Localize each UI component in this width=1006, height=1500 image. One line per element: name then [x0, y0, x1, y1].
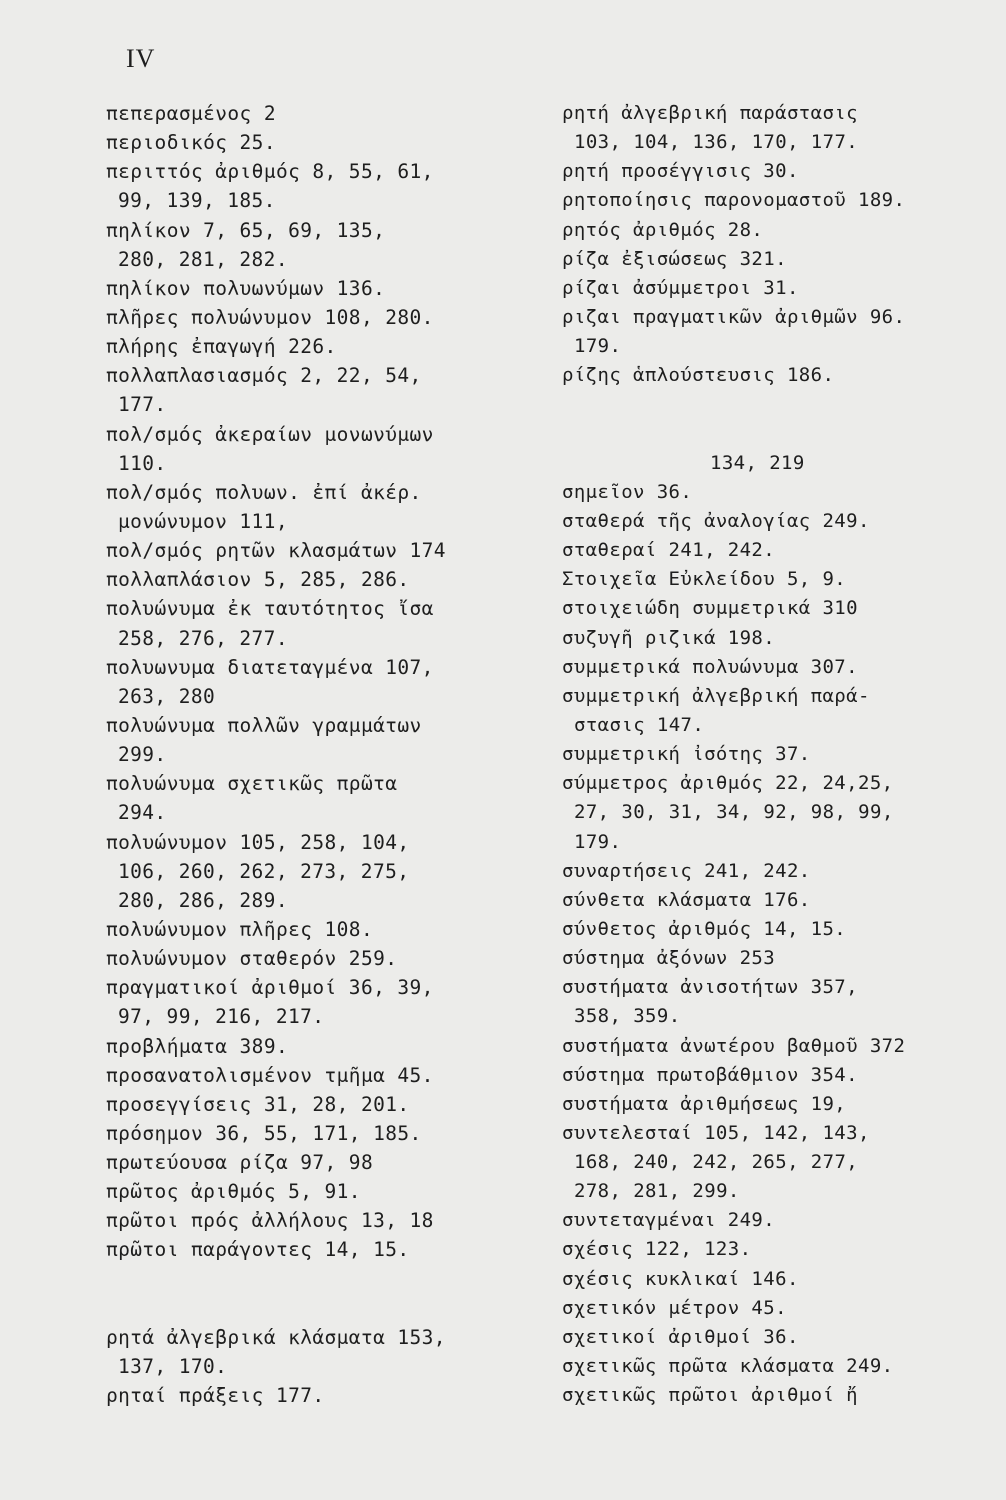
index-entry: 179. [574, 830, 622, 853]
index-entry: πεπερασμένος 2 [106, 102, 276, 125]
index-entry: 97, 99, 216, 217. [118, 1005, 325, 1029]
index-entry: σχετικῶς πρῶτοι ἀριθμοί ἤ [562, 1384, 858, 1407]
index-entry: πολυώνυμον σταθερόν 259. [106, 947, 398, 971]
index-entry: σχετικόν μέτρον 45. [562, 1296, 787, 1319]
index-entry: σύστημα ἀξόνων 253 [562, 947, 776, 970]
index-entry: 278, 281, 299. [574, 1180, 740, 1203]
index-entry: 263, 280 [118, 684, 216, 708]
index-entry: πλῆρες πολυώνυμον 108, 280. [106, 305, 434, 329]
index-entry: πολ/σμός ρητῶν κλασμάτων 174 [106, 539, 446, 563]
index-entry: μονώνυμον 111, [118, 509, 288, 533]
index-entry: συντεταγμέναι 249. [562, 1209, 776, 1232]
index-entry: συστήματα ἀριθμήσεως 19, [562, 1092, 847, 1115]
index-entry: προσεγγίσεις 31, 28, 201. [106, 1092, 410, 1116]
index-entry: πολυώνυμον πλῆρες 108. [106, 917, 374, 941]
index-entry: σύμμετρος ἀριθμός 22, 24,25, [562, 772, 894, 795]
index-entry: 99, 139, 185. [118, 189, 276, 213]
index-entry: πολλαπλάσιον 5, 285, 286. [106, 568, 410, 592]
index-entry: ριζαι πραγματικῶν ἀριθμῶν 96. [562, 305, 906, 328]
index-entry: ρητά ἀλγεβρικά κλάσματα 153, [106, 1325, 446, 1349]
index-entry: 177. [118, 393, 167, 417]
index-entry: σχετικοί ἀριθμοί 36. [562, 1325, 799, 1348]
index-entry: σύνθετα κλάσματα 176. [562, 888, 811, 911]
index-entry: ρηταί πράξεις 177. [106, 1384, 325, 1408]
index-entry: 137, 170. [118, 1355, 228, 1379]
index-entry: συναρτήσεις 241, 242. [562, 859, 811, 882]
index-entry: ρίζαι ἀσύμμετροι 31. [562, 276, 799, 299]
left-column [106, 99, 526, 1410]
index-entry: πηλίκον 7, 65, 69, 135, [106, 218, 386, 242]
right-column [562, 99, 982, 1410]
index-entry: περιοδικός 25. [106, 131, 276, 155]
index-entry: συμμετρικά πολυώνυμα 307. [562, 655, 858, 678]
index-entry: ρητοποίησις παρονομαστοῦ 189. [562, 189, 906, 212]
index-entry: Στοιχεῖα Εὐκλείδου 5, 9. [562, 568, 847, 591]
index-entry: προσανατολισμένον τμῆμα 45. [106, 1063, 434, 1087]
index-entry: 299. [118, 743, 167, 767]
index-entry: πρωτεύουσα ρίζα 97, 98 [106, 1151, 374, 1175]
index-entry: 280, 286, 289. [118, 888, 288, 912]
index-entry: πολυώνυμον 105, 258, 104, [106, 830, 410, 854]
index-entry: 103, 104, 136, 170, 177. [574, 131, 859, 154]
index-entry: ρητή προσέγγισις 30. [562, 160, 799, 183]
index-entry: 280, 281, 282. [118, 247, 288, 271]
index-entry: σχέσις κυκλικαί 146. [562, 1267, 799, 1290]
index-entry: πρόσημον 36, 55, 171, 185. [106, 1121, 422, 1145]
index-entry: πολυώνυμα ἐκ ταυτότητος ἴσα [106, 597, 434, 621]
index-entry: προβλήματα 389. [106, 1034, 289, 1058]
index-entry: συμμετρική ἀλγεβρική παρά- [562, 684, 870, 707]
index-entry: πολ/σμός πολυων. ἐπί ἀκέρ. [106, 480, 422, 504]
index-entry: πολυώνυμα σχετικῶς πρῶτα [106, 772, 398, 796]
index-entry: σχετικῶς πρῶτα κλάσματα 249. [562, 1355, 894, 1378]
index-entry: συστήματα ἀνισοτήτων 357, [562, 976, 858, 999]
page-number: IV [126, 44, 156, 73]
index-entry: συζυγῆ ριζικά 198. [562, 626, 776, 649]
index-entry: πολυωνυμα διατεταγμένα 107, [106, 655, 434, 679]
index-entry: σύστημα πρωτοβάθμιον 354. [562, 1063, 858, 1086]
index-entry: συμμετρική ἰσότης 37. [562, 743, 811, 766]
index-entry: 27, 30, 31, 34, 92, 98, 99, [574, 801, 894, 824]
index-entry: 179. [574, 335, 622, 358]
index-entry: πολυώνυμα πολλῶν γραμμάτων [106, 713, 422, 737]
index-entry: πλήρης ἐπαγωγή 226. [106, 335, 337, 359]
index-entry: πολλαπλασιασμός 2, 22, 54, [106, 364, 422, 388]
index-entry: πραγματικοί ἀριθμοί 36, 39, [106, 976, 434, 1000]
index-entry: ρίζης ἁπλούστευσις 186. [562, 364, 835, 387]
index-entry: πρῶτοι πρός ἀλλήλους 13, 18 [106, 1209, 434, 1233]
index-entry: σημεῖον 36. [562, 480, 693, 503]
index-entry: 168, 240, 242, 265, 277, [574, 1151, 859, 1174]
index-entry: συστήματα ἀνωτέρου βαθμοῦ 372 [562, 1034, 906, 1057]
index-entry: 294. [118, 801, 167, 825]
index-entry: 134, 219 [710, 451, 805, 474]
index-entry: πολ/σμός ἀκεραίων μονωνύμων [106, 422, 434, 446]
index-entry: σταθεραί 241, 242. [562, 539, 776, 562]
index-entry: πρῶτοι παράγοντες 14, 15. [106, 1238, 410, 1262]
index-entry: 110. [118, 451, 167, 475]
index-entry: σταθερά τῆς ἀναλογίας 249. [562, 509, 870, 532]
index-entry: 358, 359. [574, 1005, 681, 1028]
index-entry: στασις 147. [574, 713, 705, 736]
index-entry: πρῶτος ἀριθμός 5, 91. [106, 1180, 361, 1204]
index-entry: ρίζα ἐξισώσεως 321. [562, 247, 787, 270]
index-entry: σχέσις 122, 123. [562, 1238, 752, 1261]
index-entry: 106, 260, 262, 273, 275, [118, 859, 410, 883]
index-entry: στοιχειώδη συμμετρικά 310 [562, 597, 858, 620]
index-entry: σύνθετος ἀριθμός 14, 15. [562, 917, 847, 940]
index-entry: περιττός ἀριθμός 8, 55, 61, [106, 160, 434, 184]
index-entry: ρητή ἀλγεβρική παράστασις [562, 102, 858, 124]
index-entry: ρητός ἀριθμός 28. [562, 218, 764, 241]
index-entry: πηλίκον πολυωνύμων 136. [106, 276, 386, 300]
index-entry: 258, 276, 277. [118, 626, 288, 650]
index-entry: συντελεσταί 105, 142, 143, [562, 1121, 870, 1144]
